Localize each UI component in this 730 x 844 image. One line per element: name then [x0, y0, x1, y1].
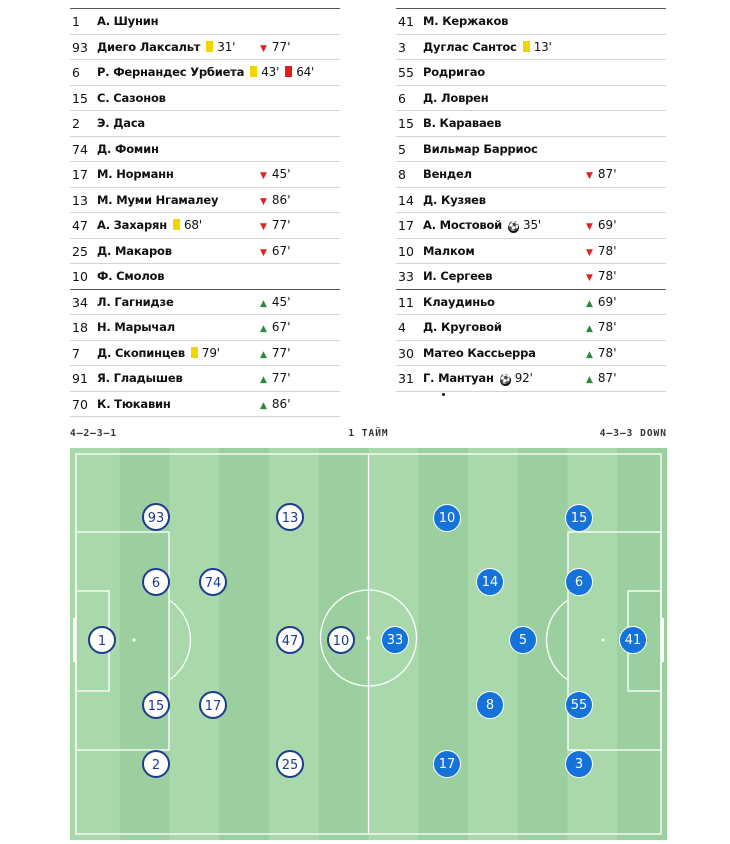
lineup-row — [396, 86, 666, 112]
player-name — [97, 137, 159, 162]
substitution-out — [586, 213, 617, 240]
lineup-row — [70, 35, 340, 61]
lineup-row — [396, 188, 666, 214]
player-name — [97, 188, 218, 213]
home-player-marker: 2 — [142, 750, 170, 778]
player-name — [423, 162, 472, 187]
yellow-card-icon — [523, 41, 530, 52]
player-name — [97, 264, 164, 289]
sub-in-arrow-icon: ▲ — [260, 324, 267, 334]
football-pitch — [70, 448, 667, 840]
yellow-card-event — [250, 60, 279, 85]
red-card-icon — [285, 66, 292, 77]
event-minute: 43' — [261, 65, 280, 79]
right-penalty-spot — [602, 639, 605, 642]
player-number: 70 — [72, 396, 88, 412]
home-player-marker: 25 — [276, 750, 304, 778]
player-name-text: Д. Макаров — [97, 243, 172, 258]
player-name-text: Вильмар Барриос — [423, 141, 538, 156]
sub-minute: 87' — [597, 167, 617, 181]
player-name — [423, 315, 502, 340]
substitution-out — [260, 239, 291, 266]
player-name-text: Л. Гагнидзе — [97, 294, 174, 309]
sub-out-arrow-icon: ▼ — [586, 247, 593, 258]
sub-out-arrow-icon: ▼ — [586, 171, 593, 181]
player-name — [423, 9, 508, 34]
home-player-marker: 6 — [142, 568, 170, 596]
yellow-card-event — [206, 35, 235, 60]
player-number: 1 — [72, 14, 80, 29]
player-name — [97, 111, 145, 136]
sub-in-arrow-icon: ▲ — [586, 324, 593, 334]
player-name — [97, 86, 166, 111]
player-name-text: М. Муми Нгамалеу — [97, 192, 219, 207]
away-player-marker: 14 — [476, 568, 504, 596]
sub-minute: 78' — [597, 269, 617, 283]
lineup-row — [396, 290, 666, 316]
sub-out-arrow-icon: ▼ — [260, 171, 267, 181]
sub-minute: 45' — [271, 294, 291, 309]
away-lineup-table — [396, 8, 666, 392]
left-penalty-spot — [133, 639, 136, 642]
lineup-row — [396, 366, 666, 392]
player-name-text: А. Мостовой — [423, 218, 503, 232]
yellow-card-event — [173, 213, 202, 238]
center-spot — [367, 636, 371, 640]
player-name — [97, 341, 220, 366]
substitution-out — [586, 162, 617, 189]
player-name-text: Э. Даса — [97, 116, 145, 130]
sub-out-arrow-icon: ▼ — [260, 196, 267, 207]
player-name — [97, 366, 183, 391]
player-number: 55 — [398, 65, 414, 80]
player-number: 47 — [72, 218, 88, 233]
sub-minute: 77' — [271, 371, 291, 385]
event-minute: 64' — [296, 65, 315, 79]
substitution-in — [260, 341, 291, 368]
lineup-row — [70, 392, 340, 418]
player-name-text: Н. Марычал — [97, 320, 175, 334]
sub-minute: 77' — [271, 345, 291, 360]
substitution-out — [260, 213, 291, 240]
formation-bar — [70, 428, 667, 440]
substitution-in — [586, 366, 617, 393]
player-name-text: Диего Лаксальт — [97, 39, 201, 54]
event-minute: 79' — [201, 345, 220, 360]
yellow-card-icon — [173, 219, 180, 230]
player-name-text: Дуглас Сантос — [423, 39, 517, 54]
lineup-row — [70, 8, 340, 35]
decorative-dot — [442, 393, 445, 396]
away-player-marker: 55 — [565, 691, 593, 719]
away-player-marker: 33 — [381, 626, 409, 654]
sub-out-arrow-icon: ▼ — [260, 247, 267, 258]
player-name — [423, 239, 475, 264]
player-number: 34 — [72, 294, 88, 310]
event-minute: 92' — [514, 371, 533, 385]
player-name-text: А. Шунин — [97, 14, 159, 28]
sub-minute: 69' — [597, 294, 617, 309]
substitution-out — [586, 264, 617, 291]
player-number: 2 — [72, 116, 80, 131]
player-name — [423, 35, 552, 60]
away-formation-label: 4–3–3 DOWN — [599, 428, 667, 439]
yellow-card-icon — [250, 66, 257, 77]
player-name — [423, 264, 492, 289]
event-minute: 31' — [217, 39, 236, 54]
player-number: 3 — [398, 39, 406, 55]
home-player-marker: 1 — [88, 626, 116, 654]
lineup-row — [70, 290, 340, 316]
player-number: 17 — [72, 167, 88, 182]
lineup-row — [70, 162, 340, 188]
sub-in-arrow-icon: ▲ — [586, 349, 593, 360]
player-name — [423, 188, 486, 213]
player-name-text: Д. Круговой — [423, 320, 502, 334]
event-minute: 68' — [183, 218, 202, 232]
player-name — [97, 9, 158, 34]
player-name-text: М. Кержаков — [423, 14, 509, 28]
player-number: 93 — [72, 39, 88, 55]
player-name-text: Я. Гладышев — [97, 371, 183, 385]
player-name-text: Д. Фомин — [97, 141, 159, 156]
substitution-out — [260, 188, 291, 215]
home-player-marker: 74 — [199, 568, 227, 596]
player-number: 15 — [398, 116, 414, 131]
lineup-row — [396, 60, 666, 86]
player-name — [423, 137, 538, 162]
lineup-row — [396, 35, 666, 61]
event-minute: 13' — [533, 39, 552, 54]
player-number: 30 — [398, 345, 414, 361]
away-player-marker: 3 — [565, 750, 593, 778]
lineup-row — [396, 111, 666, 137]
player-number: 10 — [398, 243, 414, 259]
ball-icon: ⚽ — [508, 222, 520, 232]
substitution-in — [260, 366, 291, 393]
sub-in-arrow-icon: ▲ — [260, 349, 267, 360]
player-number: 10 — [72, 269, 88, 284]
player-name — [97, 392, 171, 417]
player-number: 4 — [398, 320, 406, 335]
away-player-marker: 17 — [433, 750, 461, 778]
substitution-in — [260, 392, 291, 419]
sub-minute: 86' — [271, 396, 291, 411]
player-name-text: Вендел — [423, 167, 472, 181]
player-name — [423, 86, 489, 111]
player-name — [97, 213, 202, 238]
player-name-text: Г. Мантуан — [423, 371, 494, 385]
player-name — [97, 239, 172, 264]
home-player-marker: 10 — [327, 626, 355, 654]
away-player-marker: 41 — [619, 626, 647, 654]
sub-minute: 69' — [597, 218, 617, 232]
lineup-row — [70, 341, 340, 367]
lineup-row — [70, 86, 340, 112]
player-number: 7 — [72, 345, 80, 361]
player-name — [97, 35, 235, 60]
substitution-in — [586, 290, 617, 317]
lineup-row — [396, 239, 666, 265]
lineup-row — [396, 315, 666, 341]
sub-minute: 67' — [271, 243, 291, 258]
sub-out-arrow-icon: ▼ — [586, 273, 593, 283]
lineup-row — [396, 341, 666, 367]
home-player-marker: 47 — [276, 626, 304, 654]
sub-minute: 77' — [271, 218, 291, 232]
player-name-text: Ф. Смолов — [97, 269, 165, 283]
pitch-stripe — [170, 448, 220, 840]
lineup-row — [70, 264, 340, 290]
away-player-marker: 15 — [565, 504, 593, 532]
substitution-out — [260, 162, 291, 189]
player-name-text: Матео Кассьерра — [423, 345, 536, 360]
player-number: 13 — [72, 192, 88, 208]
player-name-text: В. Караваев — [423, 116, 502, 130]
substitution-in — [260, 315, 291, 342]
yellow-card-event — [523, 35, 552, 60]
player-name-text: Д. Кузяев — [423, 192, 486, 207]
yellow-card-icon — [206, 41, 213, 52]
player-name-text: Клаудиньо — [423, 294, 495, 309]
player-name-text: И. Сергеев — [423, 269, 493, 283]
lineup-row — [70, 188, 340, 214]
player-name — [97, 60, 314, 85]
player-number: 11 — [398, 294, 414, 310]
player-name-text: Родригао — [423, 65, 485, 79]
lineup-row — [396, 8, 666, 35]
player-name-text: М. Норманн — [97, 167, 174, 181]
player-number: 18 — [72, 320, 88, 335]
away-player-marker: 10 — [433, 504, 461, 532]
lineup-row — [396, 213, 666, 239]
player-number: 5 — [398, 141, 406, 157]
sub-in-arrow-icon: ▲ — [586, 375, 593, 385]
substitution-in — [260, 290, 291, 317]
player-name-text: А. Захарян — [97, 218, 167, 232]
home-lineup-table — [70, 8, 340, 417]
red-card-event — [285, 60, 314, 85]
period-label: 1 ТАЙМ — [348, 428, 389, 439]
sub-minute: 77' — [271, 39, 291, 54]
substitution-in — [586, 341, 617, 368]
player-name-text: Д. Скопинцев — [97, 345, 185, 360]
right-goal — [661, 618, 664, 662]
lineup-row — [70, 60, 340, 86]
substitution-in — [586, 315, 617, 342]
player-number: 33 — [398, 269, 414, 284]
home-player-marker: 13 — [276, 503, 304, 531]
player-name — [97, 290, 174, 315]
sub-minute: 87' — [597, 371, 617, 385]
away-player-marker: 6 — [565, 568, 593, 596]
lineup-row — [70, 213, 340, 239]
player-name — [423, 111, 501, 136]
player-name — [97, 162, 174, 187]
lineup-row — [70, 137, 340, 163]
goal-event — [500, 366, 533, 391]
away-player-marker: 5 — [509, 626, 537, 654]
lineup-row — [70, 111, 340, 137]
left-goal — [73, 618, 76, 662]
yellow-card-icon — [191, 347, 198, 358]
player-number: 14 — [398, 192, 414, 208]
home-player-marker: 17 — [199, 691, 227, 719]
player-name-text: К. Тюкавин — [97, 396, 171, 411]
yellow-card-event — [191, 341, 220, 366]
player-name — [423, 341, 536, 366]
away-player-marker: 8 — [476, 691, 504, 719]
home-player-marker: 15 — [142, 691, 170, 719]
sub-in-arrow-icon: ▲ — [586, 298, 593, 309]
player-name — [423, 60, 485, 85]
player-name — [97, 315, 175, 340]
lineup-row — [396, 137, 666, 163]
sub-in-arrow-icon: ▲ — [260, 400, 267, 411]
sub-minute: 45' — [271, 167, 291, 181]
sub-in-arrow-icon: ▲ — [260, 298, 267, 309]
pitch-stripe — [219, 448, 269, 840]
sub-out-arrow-icon: ▼ — [260, 222, 267, 232]
sub-minute: 67' — [271, 320, 291, 334]
sub-out-arrow-icon: ▼ — [260, 43, 267, 54]
player-number: 91 — [72, 371, 88, 386]
player-name-text: Р. Фернандес Урбиета — [97, 65, 245, 79]
player-number: 15 — [72, 90, 88, 106]
player-name-text: Д. Ловрен — [423, 90, 489, 105]
player-number: 31 — [398, 371, 414, 386]
player-number: 25 — [72, 243, 88, 259]
lineup-row — [396, 264, 666, 290]
sub-minute: 78' — [597, 345, 617, 360]
ball-icon: ⚽ — [499, 375, 511, 385]
player-number: 74 — [72, 141, 88, 157]
player-number: 41 — [398, 14, 414, 29]
event-minute: 35' — [523, 218, 542, 232]
player-name-text: С. Сазонов — [97, 90, 166, 105]
sub-minute: 86' — [271, 192, 291, 207]
player-number: 8 — [398, 167, 406, 182]
sub-minute: 78' — [597, 243, 617, 258]
home-formation-label: 4–2–3–1 — [70, 428, 118, 439]
goal-event — [508, 213, 541, 238]
player-number: 6 — [398, 90, 406, 106]
sub-in-arrow-icon: ▲ — [260, 375, 267, 385]
lineup-row — [70, 366, 340, 392]
sub-minute: 78' — [597, 320, 617, 334]
sub-out-arrow-icon: ▼ — [586, 222, 593, 232]
substitution-out — [260, 35, 291, 62]
substitution-out — [586, 239, 617, 266]
lineup-row — [396, 162, 666, 188]
lineup-row — [70, 239, 340, 265]
player-name-text: Малком — [423, 243, 475, 258]
player-number: 6 — [72, 65, 80, 80]
player-name — [423, 290, 495, 315]
lineup-row — [70, 315, 340, 341]
home-player-marker: 93 — [142, 503, 170, 531]
player-name — [423, 366, 533, 391]
player-name — [423, 213, 541, 238]
player-number: 17 — [398, 218, 414, 233]
